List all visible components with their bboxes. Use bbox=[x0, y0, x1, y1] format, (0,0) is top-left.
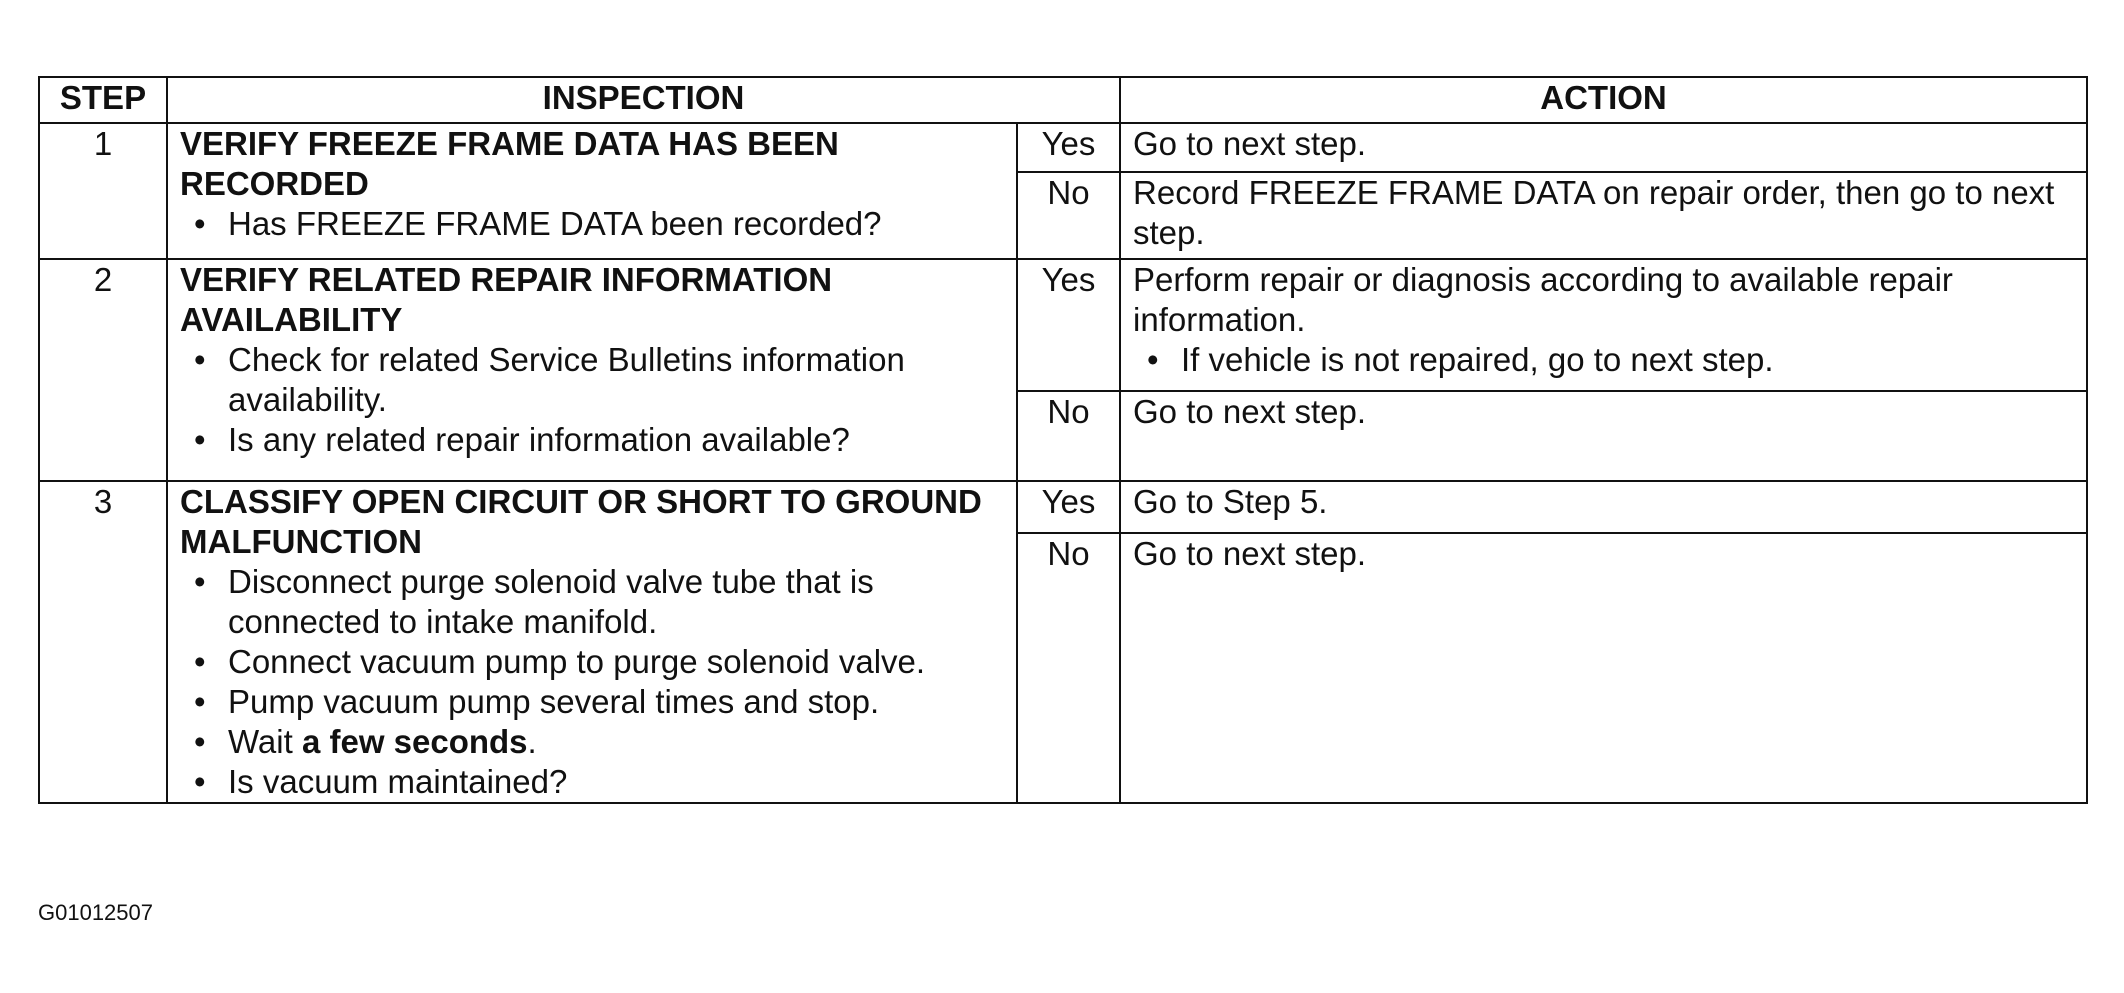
step-3-bullet-4-prefix: Wait bbox=[228, 723, 302, 760]
step-2-yes-action-bullet-1: • If vehicle is not repaired, go to next step. bbox=[1133, 340, 2074, 380]
step-1-yes-row bbox=[39, 123, 2087, 172]
step-2-bullet-1: • Check for related Service Bulletins information availability. bbox=[180, 340, 1004, 420]
step-3-bullet-1: • Disconnect purge solenoid valve tube that is connected to intake manifold. bbox=[180, 562, 1004, 642]
step-3-bullet-3: • Pump vacuum pump several times and stop. bbox=[180, 682, 1004, 722]
step-2-bullet-2: • Is any related repair information available? bbox=[180, 420, 1004, 460]
figure-code: G01012507 bbox=[38, 900, 153, 925]
table-header-row bbox=[39, 77, 2087, 123]
step-1-yes-label: Yes bbox=[1017, 123, 1120, 172]
step-3-bullet-4 bbox=[180, 722, 1004, 762]
step-3-yes-label: Yes bbox=[1017, 481, 1120, 533]
step-3-no-label: No bbox=[1017, 533, 1120, 803]
header-step: STEP bbox=[39, 77, 167, 123]
step-3-yes-row bbox=[39, 481, 2087, 533]
step-1-number: 1 bbox=[39, 123, 167, 259]
step-3-no-action: Go to next step. bbox=[1120, 533, 2087, 803]
step-2-inspection bbox=[167, 259, 1017, 481]
step-2-no-action: Go to next step. bbox=[1120, 391, 2087, 481]
step-3-bullet-list bbox=[180, 562, 1004, 802]
step-1-inspection bbox=[167, 123, 1017, 259]
step-1-bullet-list bbox=[180, 204, 1004, 244]
step-1-no-action: Record FREEZE FRAME DATA on repair order, then go to next step. bbox=[1120, 172, 2087, 259]
step-2-bullet-list bbox=[180, 340, 1004, 460]
step-2-yes-label: Yes bbox=[1017, 259, 1120, 391]
step-2-yes-action-text: Perform repair or diagnosis according to available repair information. bbox=[1133, 261, 1953, 338]
header-action: ACTION bbox=[1120, 77, 2087, 123]
step-2-yes-row bbox=[39, 259, 2087, 391]
step-3-bullet-4-bold: a few seconds bbox=[301, 723, 528, 760]
step-3-number: 3 bbox=[39, 481, 167, 803]
step-2-yes-action bbox=[1120, 259, 2087, 391]
step-2-no-label: No bbox=[1017, 391, 1120, 481]
step-2-number: 2 bbox=[39, 259, 167, 481]
step-1-title: VERIFY FREEZE FRAME DATA HAS BEEN RECORDED bbox=[180, 125, 839, 202]
diagnostic-table bbox=[38, 76, 2088, 804]
step-3-bullet-5: • Is vacuum maintained? bbox=[180, 762, 1004, 802]
step-3-title: CLASSIFY OPEN CIRCUIT OR SHORT TO GROUND MALFUNCTION bbox=[180, 483, 982, 560]
step-1-no-label: No bbox=[1017, 172, 1120, 259]
step-3-bullet-2: • Connect vacuum pump to purge solenoid valve. bbox=[180, 642, 1004, 682]
diagnostic-table-container bbox=[38, 76, 2086, 804]
step-2-yes-action-bullets bbox=[1133, 340, 2074, 380]
step-1-yes-action: Go to next step. bbox=[1120, 123, 2087, 172]
step-1-bullet-1: • Has FREEZE FRAME DATA been recorded? bbox=[180, 204, 1004, 244]
step-3-inspection bbox=[167, 481, 1017, 803]
step-3-yes-action: Go to Step 5. bbox=[1120, 481, 2087, 533]
header-inspection: INSPECTION bbox=[167, 77, 1120, 123]
step-3-bullet-4-suffix: . bbox=[527, 723, 537, 760]
step-2-title: VERIFY RELATED REPAIR INFORMATION AVAILABILITY bbox=[180, 261, 833, 338]
